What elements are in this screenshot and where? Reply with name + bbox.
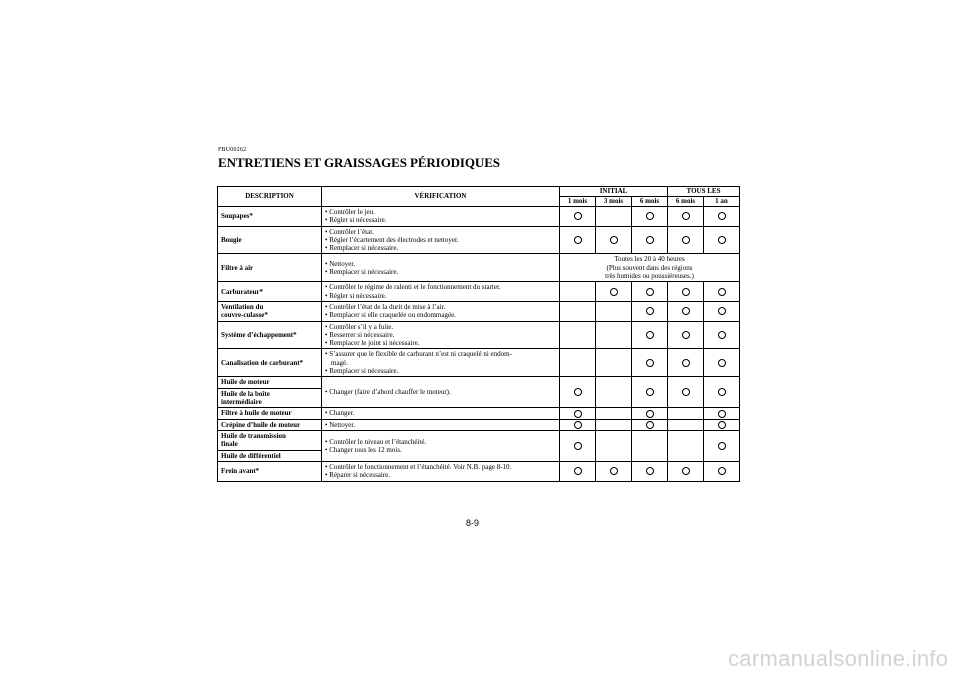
row-desc: Huile de différentiel [218,450,322,461]
table-row [218,419,740,430]
table-row [218,377,740,388]
interval-cell [560,301,596,321]
check-circle-icon [682,467,690,475]
check-circle-icon [646,331,654,339]
row-verification: • Contrôler s’il y a fuite. • Resserrer si nécessaire. • Remplacer le joint si nécessaire. [322,321,560,349]
check-circle-icon [682,212,690,220]
header-col-1-an: 1 an [704,197,740,207]
row-desc: Frein avant* [218,461,322,481]
interval-cell [596,461,632,481]
table-row [218,461,740,481]
interval-cell [596,207,632,227]
interval-cell [632,207,668,227]
interval-cell [560,321,596,349]
row-desc: Filtre à huile de moteur [218,408,322,419]
interval-cell [560,431,596,462]
check-circle-icon [646,410,654,418]
interval-cell [632,419,668,430]
interval-cell [596,282,632,302]
check-circle-icon [574,442,582,450]
check-circle-icon [574,410,582,418]
interval-cell [704,419,740,430]
check-circle-icon [646,388,654,396]
check-circle-icon [646,212,654,220]
maintenance-table [217,186,740,482]
row-desc: Huile de la boîte intermédiaire [218,388,322,408]
interval-cell [704,349,740,377]
check-circle-icon [646,421,654,429]
interval-cell [560,408,596,419]
interval-cell [596,408,632,419]
interval-cell [560,419,596,430]
document-code: FBU00262 [218,147,247,153]
table-row [218,408,740,419]
table-row [218,349,740,377]
row-verification: • Changer (faire d’abord chauffer le moteur). [322,377,560,408]
row-verification: • Contrôler le fonctionnement et l’étanchéité. Voir N.B. page 8-10. • Réparer si nécessaire. [322,461,560,481]
table-row [218,282,740,302]
interval-cell [632,408,668,419]
interval-cell [560,349,596,377]
table-row [218,207,740,227]
check-circle-icon [718,359,726,367]
interval-cell [632,226,668,254]
interval-cell [704,301,740,321]
check-circle-icon [574,212,582,220]
row-verification: • Contrôler le jeu. • Régler si nécessaire. [322,207,560,227]
interval-cell [596,377,632,408]
interval-cell [668,207,704,227]
interval-cell [560,207,596,227]
check-circle-icon [718,331,726,339]
interval-cell [668,408,704,419]
table-row [218,321,740,349]
table-row [218,254,740,282]
interval-cell [632,321,668,349]
row-verification: • Contrôler l’état de la durit de mise à l’air. • Remplacer si elle craquelée ou endommagée. [322,301,560,321]
check-circle-icon [574,467,582,475]
header-verification: VÉRIFICATION [322,187,560,207]
row-verification: • S’assurer que le flexible de carburant n’est ni craquelé ni endom- magé. • Remplacer si nécessaire. [322,349,560,377]
interval-cell [596,419,632,430]
interval-cell [704,207,740,227]
check-circle-icon [682,307,690,315]
header-row [218,187,740,197]
interval-cell [632,349,668,377]
interval-cell [668,431,704,462]
header-initial: INITIAL [560,187,668,197]
interval-cell [668,282,704,302]
interval-cell [560,226,596,254]
check-circle-icon [718,307,726,315]
row-desc: Ventilation du couvre-culasse* [218,301,322,321]
header-tous-les: TOUS LES [668,187,740,197]
row-desc: Soupapes* [218,207,322,227]
row-desc: Filtre à air [218,254,322,282]
interval-cell [704,377,740,408]
check-circle-icon [574,421,582,429]
interval-cell [632,377,668,408]
interval-cell [560,461,596,481]
interval-cell [596,431,632,462]
interval-cell [668,419,704,430]
header-col-1-mois: 1 mois [560,197,596,207]
interval-cell [668,461,704,481]
check-circle-icon [718,236,726,244]
check-circle-icon [646,359,654,367]
row-verification: • Nettoyer. • Remplacer si nécessaire. [322,254,560,282]
check-circle-icon [718,410,726,418]
check-circle-icon [646,467,654,475]
interval-cell [596,301,632,321]
row-desc: Système d’échappement* [218,321,322,349]
row-desc: Canalisation de carburant* [218,349,322,377]
row-verification: • Contrôler le niveau et l’étanchéité. • Changer tous les 12 mois. [322,431,560,462]
interval-cell [596,226,632,254]
check-circle-icon [682,236,690,244]
check-circle-icon [646,288,654,296]
interval-cell [560,282,596,302]
interval-cell [704,321,740,349]
interval-cell [668,321,704,349]
interval-cell [632,431,668,462]
table-row [218,431,740,451]
interval-cell [632,461,668,481]
check-circle-icon [646,236,654,244]
check-circle-icon [718,442,726,450]
table-row [218,301,740,321]
interval-cell [704,461,740,481]
row-verification: • Contrôler le régime de ralenti et le fonctionnement du starter. • Régler si nécessaire. [322,282,560,302]
interval-cell [668,226,704,254]
interval-cell [668,349,704,377]
row-desc: Bougie [218,226,322,254]
row-desc: Crépine d’huile de moteur [218,419,322,430]
page-title: ENTRETIENS ET GRAISSAGES PÉRIODIQUES [218,155,500,170]
check-circle-icon [610,236,618,244]
check-circle-icon [574,388,582,396]
row-verification: • Changer. [322,408,560,419]
check-circle-icon [718,388,726,396]
interval-cell [596,349,632,377]
header-col-6-mois: 6 mois [668,197,704,207]
check-circle-icon [610,288,618,296]
interval-cell [596,321,632,349]
interval-cell [668,377,704,408]
check-circle-icon [574,236,582,244]
row-desc: Carburateur* [218,282,322,302]
check-circle-icon [682,359,690,367]
page-number: 8-9 [466,518,480,528]
check-circle-icon [718,421,726,429]
interval-cell [632,301,668,321]
interval-cell [704,282,740,302]
row-desc: Huile de transmission finale [218,431,322,451]
interval-cell [704,431,740,462]
interval-note: Toutes les 20 à 40 heures (Plus souvent dans des régions très humides ou poussiéreuses.) [560,254,740,282]
row-verification: • Contrôler l’état. • Régler l’écartement des électrodes et nettoyer. • Remplacer si nécessaire. [322,226,560,254]
table-row [218,226,740,254]
check-circle-icon [718,288,726,296]
interval-cell [704,408,740,419]
check-circle-icon [718,212,726,220]
check-circle-icon [682,388,690,396]
interval-cell [560,377,596,408]
header-description: DESCRIPTION [218,187,322,207]
header-col-3-mois: 3 mois [596,197,632,207]
interval-cell [668,301,704,321]
row-desc: Huile de moteur [218,377,322,388]
header-col-6-mois-initial: 6 mois [632,197,668,207]
check-circle-icon [682,288,690,296]
watermark: carmanualsonline.info [728,646,949,671]
check-circle-icon [610,467,618,475]
check-circle-icon [646,307,654,315]
check-circle-icon [718,467,726,475]
interval-cell [632,282,668,302]
row-verification: • Nettoyer. [322,419,560,430]
interval-cell [704,226,740,254]
check-circle-icon [682,331,690,339]
